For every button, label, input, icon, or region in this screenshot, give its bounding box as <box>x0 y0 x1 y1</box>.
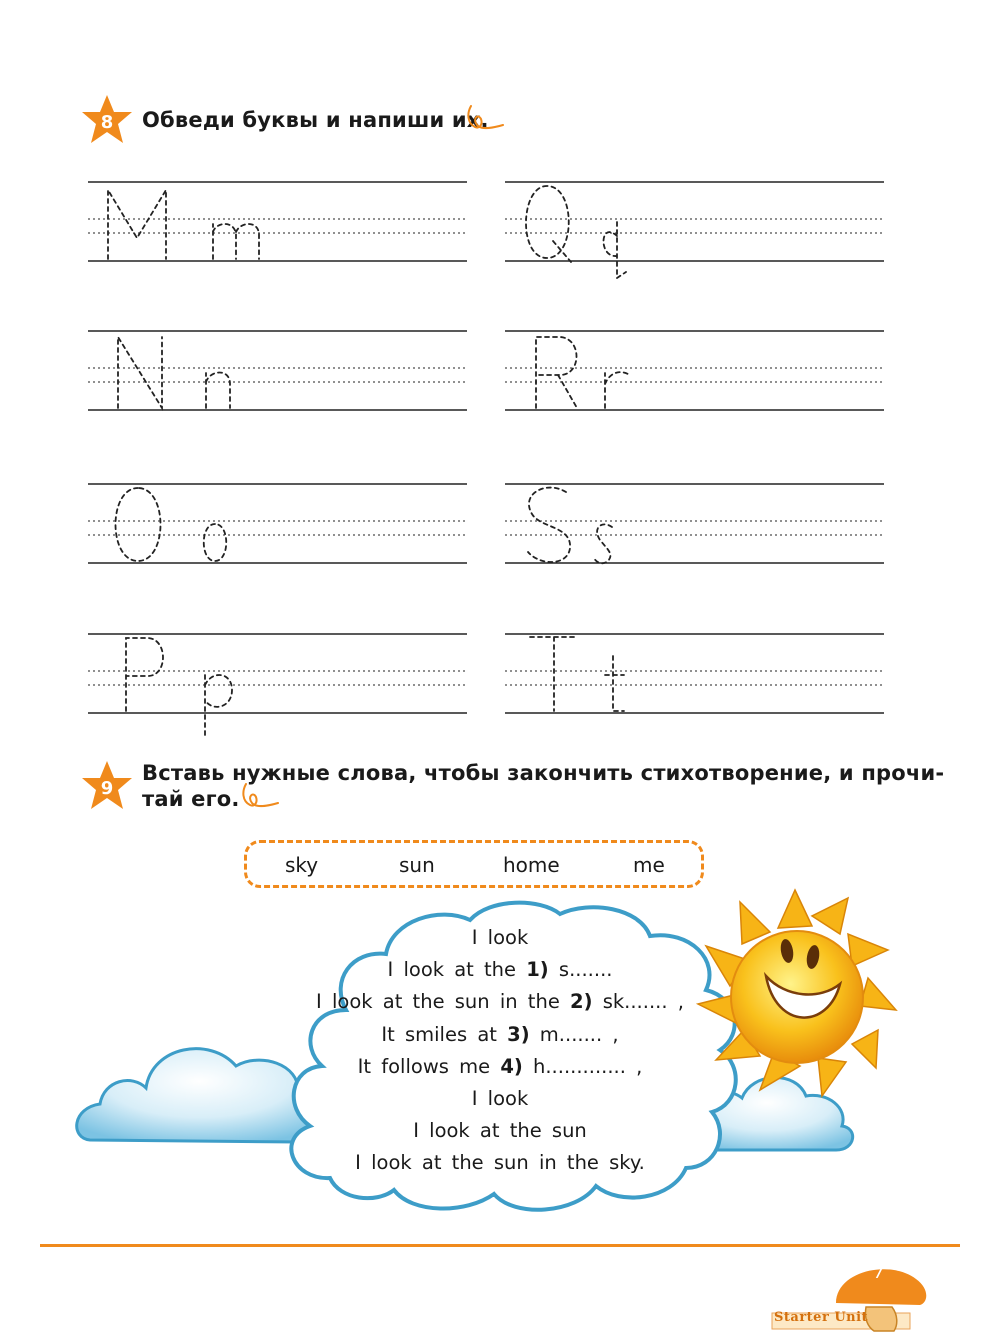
unit-label: Starter Unit <box>774 1310 869 1325</box>
poem-line: I look <box>471 1087 529 1111</box>
letter-Q <box>526 186 571 262</box>
blank-field[interactable]: sk....... , <box>592 990 684 1014</box>
blank-number: 4) <box>500 1054 523 1078</box>
handwriting-rows <box>88 182 884 713</box>
letter-R <box>536 337 577 408</box>
word-bank-item: me <box>633 853 665 877</box>
poem-line: It follows me 4) h............. , <box>357 1054 643 1078</box>
letter-N <box>118 337 162 408</box>
blank-number: 3) <box>507 1022 530 1046</box>
word-bank-item: sky <box>285 853 319 877</box>
footer-divider <box>40 1244 960 1247</box>
exercise-9-star <box>80 759 134 813</box>
poem-line: I look at the sun in the 2) sk....... , <box>316 990 684 1014</box>
row-3 <box>88 484 884 563</box>
poem <box>290 922 710 1180</box>
page-number: 7 <box>872 1262 885 1283</box>
poem-line: I look at the sun in the sky. <box>355 1151 645 1175</box>
word-bank-item: sun <box>399 853 435 877</box>
letter-p <box>205 675 232 738</box>
poem-line: I look at the sun <box>413 1119 587 1143</box>
exercise-9-instruction-line-1: Вставь нужные слова, чтобы закончить стихотворение, и прочи- <box>142 761 945 785</box>
letter-t <box>605 656 624 711</box>
letter-O <box>116 488 161 561</box>
letter-q <box>603 222 626 278</box>
blank-field[interactable]: m....... , <box>529 1022 619 1046</box>
poem-line: I look at the 1) s....... <box>387 958 613 982</box>
row-1 <box>88 182 884 261</box>
blank-number: 2) <box>570 990 593 1014</box>
letter-M <box>108 190 166 259</box>
exercise-8-number: 8 <box>100 111 114 133</box>
blank-number: 1) <box>526 958 549 982</box>
poem-line: It smiles at 3) m....... , <box>381 1022 619 1046</box>
blank-field[interactable]: h............. , <box>522 1054 643 1078</box>
word-bank-item: home <box>503 853 560 877</box>
letter-n <box>206 373 230 409</box>
blank-field[interactable]: s....... <box>548 958 613 982</box>
row-4 <box>88 634 884 713</box>
cloud-left-icon <box>77 1049 322 1142</box>
exercise-9-instruction-line-2: тай его. <box>142 787 240 811</box>
exercise-8-instruction: Обведи буквы и напиши их. <box>142 108 489 132</box>
letter-r <box>605 372 628 408</box>
pencil-icon <box>238 781 282 811</box>
letter-S <box>528 488 570 562</box>
letter-o <box>204 524 227 561</box>
letter-P <box>126 638 163 711</box>
letter-T <box>530 637 578 711</box>
row-2 <box>88 331 884 410</box>
letter-m <box>213 224 259 259</box>
poem-line: I look <box>471 926 529 949</box>
letter-s <box>594 524 612 563</box>
exercise-9-number: 9 <box>100 777 114 799</box>
